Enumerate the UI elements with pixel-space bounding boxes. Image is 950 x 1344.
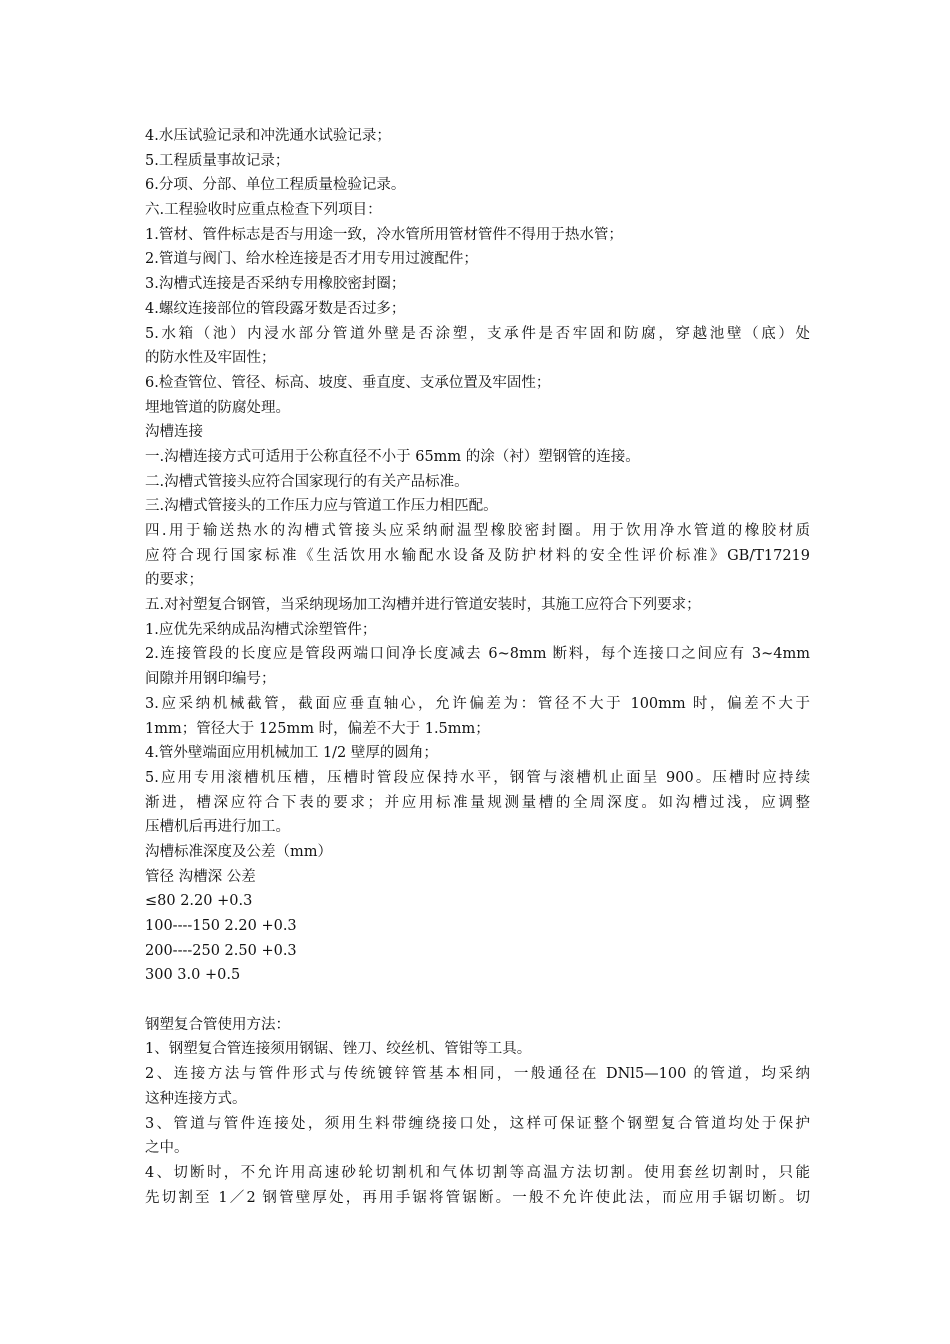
text-line: 1.应优先采纳成品沟槽式涂塑管件； <box>145 621 377 638</box>
text-line: 2.管道与阀门、给水栓连接是否才用专用过渡配件； <box>145 251 478 268</box>
text-line: 3、管道与管件连接处，须用生料带缠绕接口处，这样可保证整个钢塑复合管道均处于保护 <box>145 1115 810 1132</box>
text-line: 5.工程质量事故记录； <box>145 152 290 169</box>
text-line: 渐进，槽深应符合下表的要求；并应用标准量规测量槽的全周深度。如沟槽过浅，应调整 <box>145 794 810 811</box>
text-line: 1mm；管径大于 125mm 时，偏差不大于 1.5mm； <box>145 720 490 737</box>
table-caption: 沟槽标准深度及公差（mm） <box>145 843 332 860</box>
text-line: 一.沟槽连接方式可适用于公称直径不小于 65mm 的涂（衬）塑钢管的连接。 <box>145 448 640 465</box>
text-line: 压槽机后再进行加工。 <box>145 819 290 836</box>
text-line: 6.分项、分部、单位工程质量检验记录。 <box>145 177 406 194</box>
section-heading: 钢塑复合管使用方法： <box>145 1016 290 1033</box>
document-body <box>145 124 810 1210</box>
table-header-row: 管径 沟槽深 公差 <box>145 868 256 885</box>
text-line: 五.对衬塑复合钢管，当采纳现场加工沟槽并进行管道安装时，其施工应符合下列要求； <box>145 597 701 614</box>
text-line: 6.检查管位、管径、标高、坡度、垂直度、支承位置及牢固性； <box>145 374 551 391</box>
text-line: 5.应用专用滚槽机压槽，压槽时管段应保持水平，钢管与滚槽机止面呈 900。压槽时应持续 <box>145 769 810 786</box>
text-line: 3.沟槽式连接是否采纳专用橡胶密封圈； <box>145 276 406 293</box>
text-line: 5.水箱（池）内浸水部分管道外壁是否涂塑，支承件是否牢固和防腐，穿越池壁（底）处 <box>145 325 810 342</box>
text-line: 三.沟槽式管接头的工作压力应与管道工作压力相匹配。 <box>145 498 498 515</box>
blank-line <box>145 988 810 1013</box>
text-line: 3.应采纳机械截管，截面应垂直轴心，允许偏差为：管径不大于 100mm 时，偏差不大于 <box>145 695 810 712</box>
text-line: 2.连接管段的长度应是管段两端口间净长度减去 6~8mm 断料，每个连接口之间应有 3~4mm <box>145 646 810 663</box>
table-row: 100----150 2.20 +0.3 <box>145 918 297 934</box>
text-line: 间隙并用钢印编号； <box>145 671 276 688</box>
text-line: 1、钢塑复合管连接须用钢锯、锉刀、绞丝机、管钳等工具。 <box>145 1041 532 1058</box>
text-line: 先切割至 1／2 钢管壁厚处，再用手锯将管锯断。一般不允许使此法，而应用手锯切断。切 <box>145 1189 810 1206</box>
text-line: 埋地管道的防腐处理。 <box>145 399 290 416</box>
text-line: 4.螺纹连接部位的管段露牙数是否过多； <box>145 300 406 317</box>
text-line: 应符合现行国家标准《生活饮用水输配水设备及防护材料的安全性评价标准》GB/T17219 <box>145 547 810 564</box>
text-line: 1.管材、管件标志是否与用途一致，冷水管所用管材管件不得用于热水管； <box>145 226 623 243</box>
text-line: 2、连接方法与管件形式与传统镀锌管基本相同，一般通径在 DNl5—100 的管道，均采纳 <box>145 1066 810 1083</box>
text-line: 之中。 <box>145 1140 189 1157</box>
text-line: 4、切断时，不允许用高速砂轮切割机和气体切割等高温方法切割。使用套丝切割时，只能 <box>145 1164 810 1181</box>
section-heading: 六.工程验收时应重点检查下列项目： <box>145 202 382 219</box>
text-line: 4.管外壁端面应用机械加工 1/2 壁厚的圆角； <box>145 745 438 762</box>
section-heading: 沟槽连接 <box>145 424 203 441</box>
table-row: 300 3.0 +0.5 <box>145 967 241 984</box>
text-line: 的要求； <box>145 572 203 589</box>
text-line: 的防水性及牢固性； <box>145 350 276 367</box>
table-row: 200----250 2.50 +0.3 <box>145 942 297 959</box>
table-row: ≤80 2.20 +0.3 <box>145 893 253 910</box>
text-line: 二.沟槽式管接头应符合国家现行的有关产品标准。 <box>145 473 469 490</box>
text-line: 这种连接方式。 <box>145 1090 247 1107</box>
text-line: 四.用于输送热水的沟槽式管接头应采纳耐温型橡胶密封圈。用于饮用净水管道的橡胶材质 <box>145 523 810 539</box>
text-line: 4.水压试验记录和冲洗通水试验记录； <box>145 128 391 144</box>
